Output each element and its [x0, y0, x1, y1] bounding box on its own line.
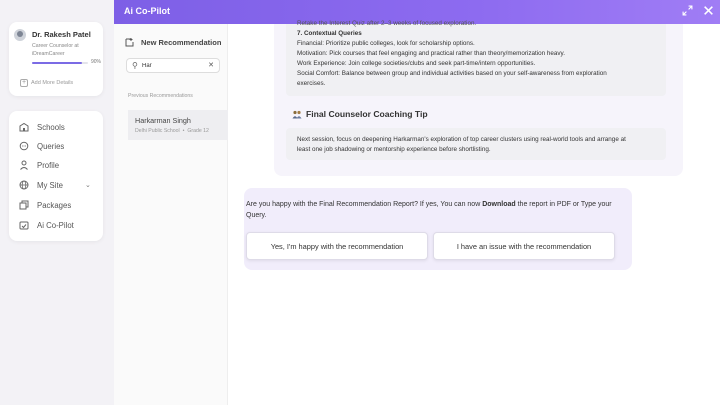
separator-dot: • [181, 128, 186, 134]
happy-with-recommendation-button[interactable]: Yes, I'm happy with the recommendation [246, 232, 428, 260]
report-line: Financial: Prioritize public colleges, look for scholarship options. [297, 40, 475, 47]
clear-search-icon[interactable]: ✕ [208, 62, 214, 69]
new-recommendation-label: New Recommendation [141, 37, 222, 47]
packages-icon [19, 200, 29, 210]
recommendation-sidebar [114, 24, 228, 405]
report-line: exercises. [297, 80, 326, 87]
report-line: Retake the Interest Quiz after 2–3 weeks of focused exploration. [297, 20, 477, 27]
report-section-title: 7. Contextual Queries [297, 30, 362, 37]
coaching-line: least one job shadowing or mentorship experience before shortlisting. [297, 146, 491, 153]
coaching-line: Next session, focus on deepening Harkarman's exploration of top career clusters using real-world tools and arrange at [297, 136, 626, 143]
nav-label: Profile [37, 160, 60, 170]
report-line: Motivation: Pick courses that feel engaging and practical rather than theory/memorization heavy. [297, 50, 565, 57]
main-nav [9, 111, 103, 241]
student-name: Harkarman Singh [135, 116, 191, 125]
add-more-details-button[interactable] [20, 79, 73, 87]
search-input[interactable] [142, 60, 202, 71]
profile-progress-bar [32, 62, 88, 64]
nav-item-my-site[interactable] [19, 180, 63, 190]
feedback-text-after: the report in PDF or Type your Query. [246, 201, 612, 219]
plus-icon: + [21, 79, 27, 86]
feedback-prompt [246, 199, 616, 221]
panel-title: Ai Co-Pilot [124, 6, 170, 16]
profile-progress-fill [32, 62, 82, 64]
nav-item-profile[interactable] [19, 160, 59, 170]
profile-card [9, 22, 103, 96]
previous-recommendations-label: Previous Recommendations [128, 93, 193, 99]
chat-icon [19, 141, 29, 151]
new-recommendation-icon [125, 37, 135, 47]
coaching-tip-block [286, 128, 666, 160]
user-icon [19, 160, 29, 170]
profile-name: Dr. Rakesh Patel [32, 30, 91, 39]
nav-label: Packages [37, 200, 72, 210]
student-grade: Grade 12 [187, 128, 209, 134]
download-link[interactable]: Download [482, 201, 516, 208]
nav-item-queries[interactable] [19, 141, 64, 151]
copilot-icon [19, 220, 29, 230]
report-line: Work Experience: Join college societies/clubs and seek part-time/intern opportunities. [297, 60, 536, 67]
coaching-tip-heading [292, 109, 428, 119]
avatar[interactable] [14, 29, 26, 41]
globe-icon [19, 180, 29, 190]
nav-item-schools[interactable] [19, 122, 65, 132]
new-recommendation-button[interactable] [125, 37, 221, 47]
search-icon: ⚲ [132, 61, 138, 70]
nav-label: My Site [37, 180, 63, 190]
people-icon [292, 110, 302, 119]
ai-copilot-panel [114, 0, 720, 405]
nav-item-packages[interactable] [19, 200, 71, 210]
profile-role: Career Counselor at iDreamCareer [32, 43, 79, 57]
nav-label: Queries [37, 141, 65, 151]
school-icon [19, 122, 29, 132]
issue-with-recommendation-button[interactable]: I have an issue with the recommendation [433, 232, 615, 260]
nav-label: Ai Co-Pilot [37, 220, 74, 230]
student-school: Delhi Public School [135, 128, 180, 134]
list-item[interactable] [128, 110, 228, 140]
nav-label: Schools [37, 122, 65, 132]
nav-item-ai-co-pilot[interactable] [19, 220, 74, 230]
profile-progress-label: 90% [91, 59, 102, 65]
close-icon[interactable] [703, 5, 714, 16]
feedback-text-before: Are you happy with the Final Recommendation Report? If yes, You can now [246, 201, 483, 208]
add-more-details-label: Add More Details [31, 80, 74, 86]
expand-icon[interactable] [682, 5, 693, 16]
search-box [126, 58, 220, 73]
student-meta [135, 128, 209, 134]
coaching-tip-title: Final Counselor Coaching Tip [306, 109, 428, 119]
report-line: Social Comfort: Balance between group and individual activities based on your self-awareness from exploration [297, 70, 607, 77]
chevron-down-icon[interactable]: ⌄ [85, 182, 91, 189]
